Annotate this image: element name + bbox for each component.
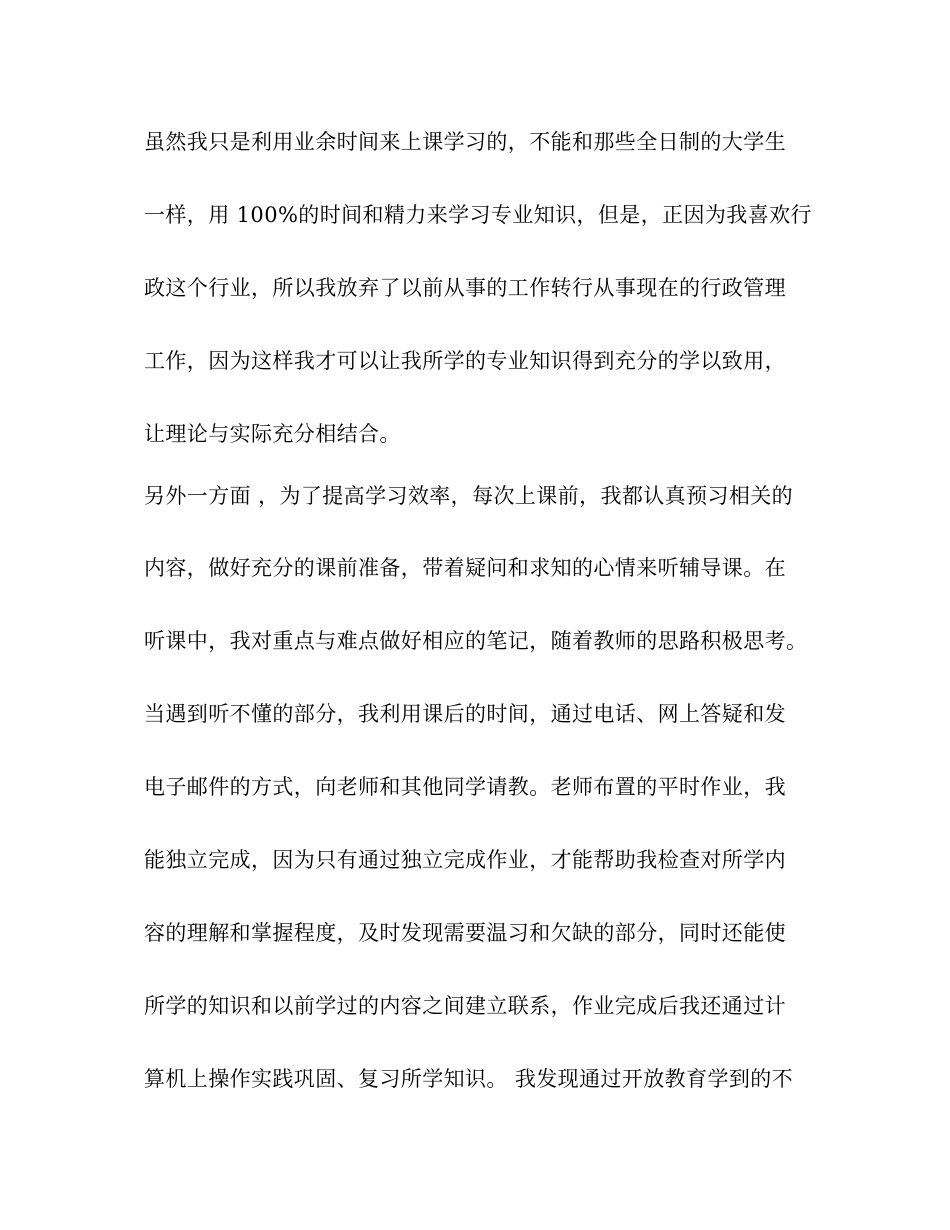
paragraph-line: 所学的知识和以前学过的内容之间建立联系，作业完成后我还通过计 (144, 994, 786, 1018)
paragraph-line: 让理论与实际充分相结合。 (144, 422, 401, 446)
paragraph-line: 另外一方面 ，为了提高学习效率，每次上课前，我都认真预习相关的 (144, 484, 794, 508)
paragraph-line: 能独立完成，因为只有通过独立完成作业，才能帮助我检查对所学内 (144, 848, 786, 872)
paragraph-line: 算机上操作实践巩固、复习所学知识。 我发现通过开放教育学到的不 (144, 1067, 794, 1091)
paragraph-line: 虽然我只是利用业余时间来上课学习的，不能和那些全日制的大学生 (144, 130, 786, 154)
paragraph-line: 内容，做好充分的课前准备，带着疑问和求知的心情来听辅导课。在 (144, 556, 786, 580)
paragraph-line: 一样，用 100%的时间和精力来学习专业知识，但是，正因为我喜欢行 (144, 203, 812, 227)
paragraph-line: 容的理解和掌握程度，及时发现需要温习和欠缺的部分，同时还能使 (144, 921, 786, 945)
paragraph-line: 听课中，我对重点与难点做好相应的笔记，随着教师的思路积极思考。 (144, 629, 808, 653)
paragraph-line: 电子邮件的方式，向老师和其他同学请教。老师布置的平时作业，我 (144, 775, 786, 799)
paragraph-line: 工作，因为这样我才可以让我所学的专业知识得到充分的学以致用， (144, 349, 786, 373)
paragraph-line: 当遇到听不懂的部分，我利用课后的时间，通过电话、网上答疑和发 (144, 702, 786, 726)
paragraph-line: 政这个行业，所以我放弃了以前从事的工作转行从事现在的行政管理 (144, 276, 786, 300)
